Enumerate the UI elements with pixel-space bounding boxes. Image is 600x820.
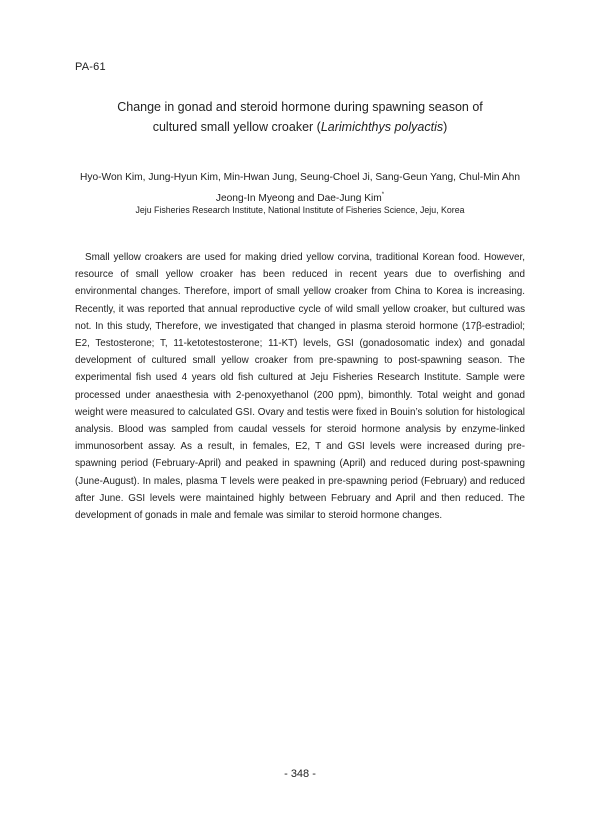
- title-line-1: Change in gonad and steroid hormone during spawning season of: [117, 100, 483, 114]
- affiliation: Jeju Fisheries Research Institute, National Institute of Fisheries Science, Jeju, Korea: [135, 205, 465, 215]
- abstract-body: Small yellow croakers are used for making dried yellow corvina, traditional Korean food. However, resource of small yellow croaker has been reduced in recent years due to overfishing and environmental changes. Therefore, import of small yellow croaker from China to Korea is increasing. Recently, it was reported that annual reproductive cycle of wild small yellow croaker, but cultured was not. In this study, Therefore, we investigated that changed in plasma steroid hormone (17β-estradiol; E2, Testosterone; T, 11-ketotestosterone; 11-KT) levels, GSI (gonadosomatic index) and gonadal development of cultured small yellow croaker from pre-spawning to post-spawning season. The experimental fish used 4 years old fish cultured at Jeju Fisheries Research Institute. Sample were processed under anaesthesia with 2-penoxyethanol (200 ppm), bimonthly. Total weight and gonad weight were measured to calculated GSI. Ovary and testis were fixed in Bouin’s solution for histological analysis. Blood was sampled from caudal vessels for steroid hormone analysis by enzyme-linked immunosorbent assay. As a result, in females, E2, T and GSI levels were increased during pre-spawning period (February-April) and peaked in spawning (April) and reduced during post-spawning (June-August). In males, plasma T levels were peaked in pre-spawning period (February) and reduced after June. GSI levels were maintained highly between February and April and then reduced. The development of gonads in male and female was similar to steroid hormone changes.: [75, 252, 525, 522]
- abstract-code: PA-61: [75, 61, 106, 73]
- species-name: Larimichthys polyactis: [320, 120, 444, 134]
- title-suffix: ): [443, 120, 448, 134]
- paper-title: [0, 97, 600, 137]
- title-prefix: cultured small yellow croaker (: [152, 120, 321, 134]
- title-line-2: [0, 117, 600, 137]
- corresponding-author-mark: *: [381, 191, 385, 198]
- author-list: [0, 170, 600, 207]
- authors-line-1: Hyo-Won Kim, Jung-Hyun Kim, Min-Hwan Jung, Seung-Choel Ji, Sang-Geun Yang, Chul-Min Ahn: [80, 172, 520, 183]
- authors-line-2: [0, 187, 600, 208]
- authors-names: Jeong-In Myeong and Dae-Jung Kim: [215, 192, 382, 204]
- page-number: - 348 -: [284, 768, 316, 780]
